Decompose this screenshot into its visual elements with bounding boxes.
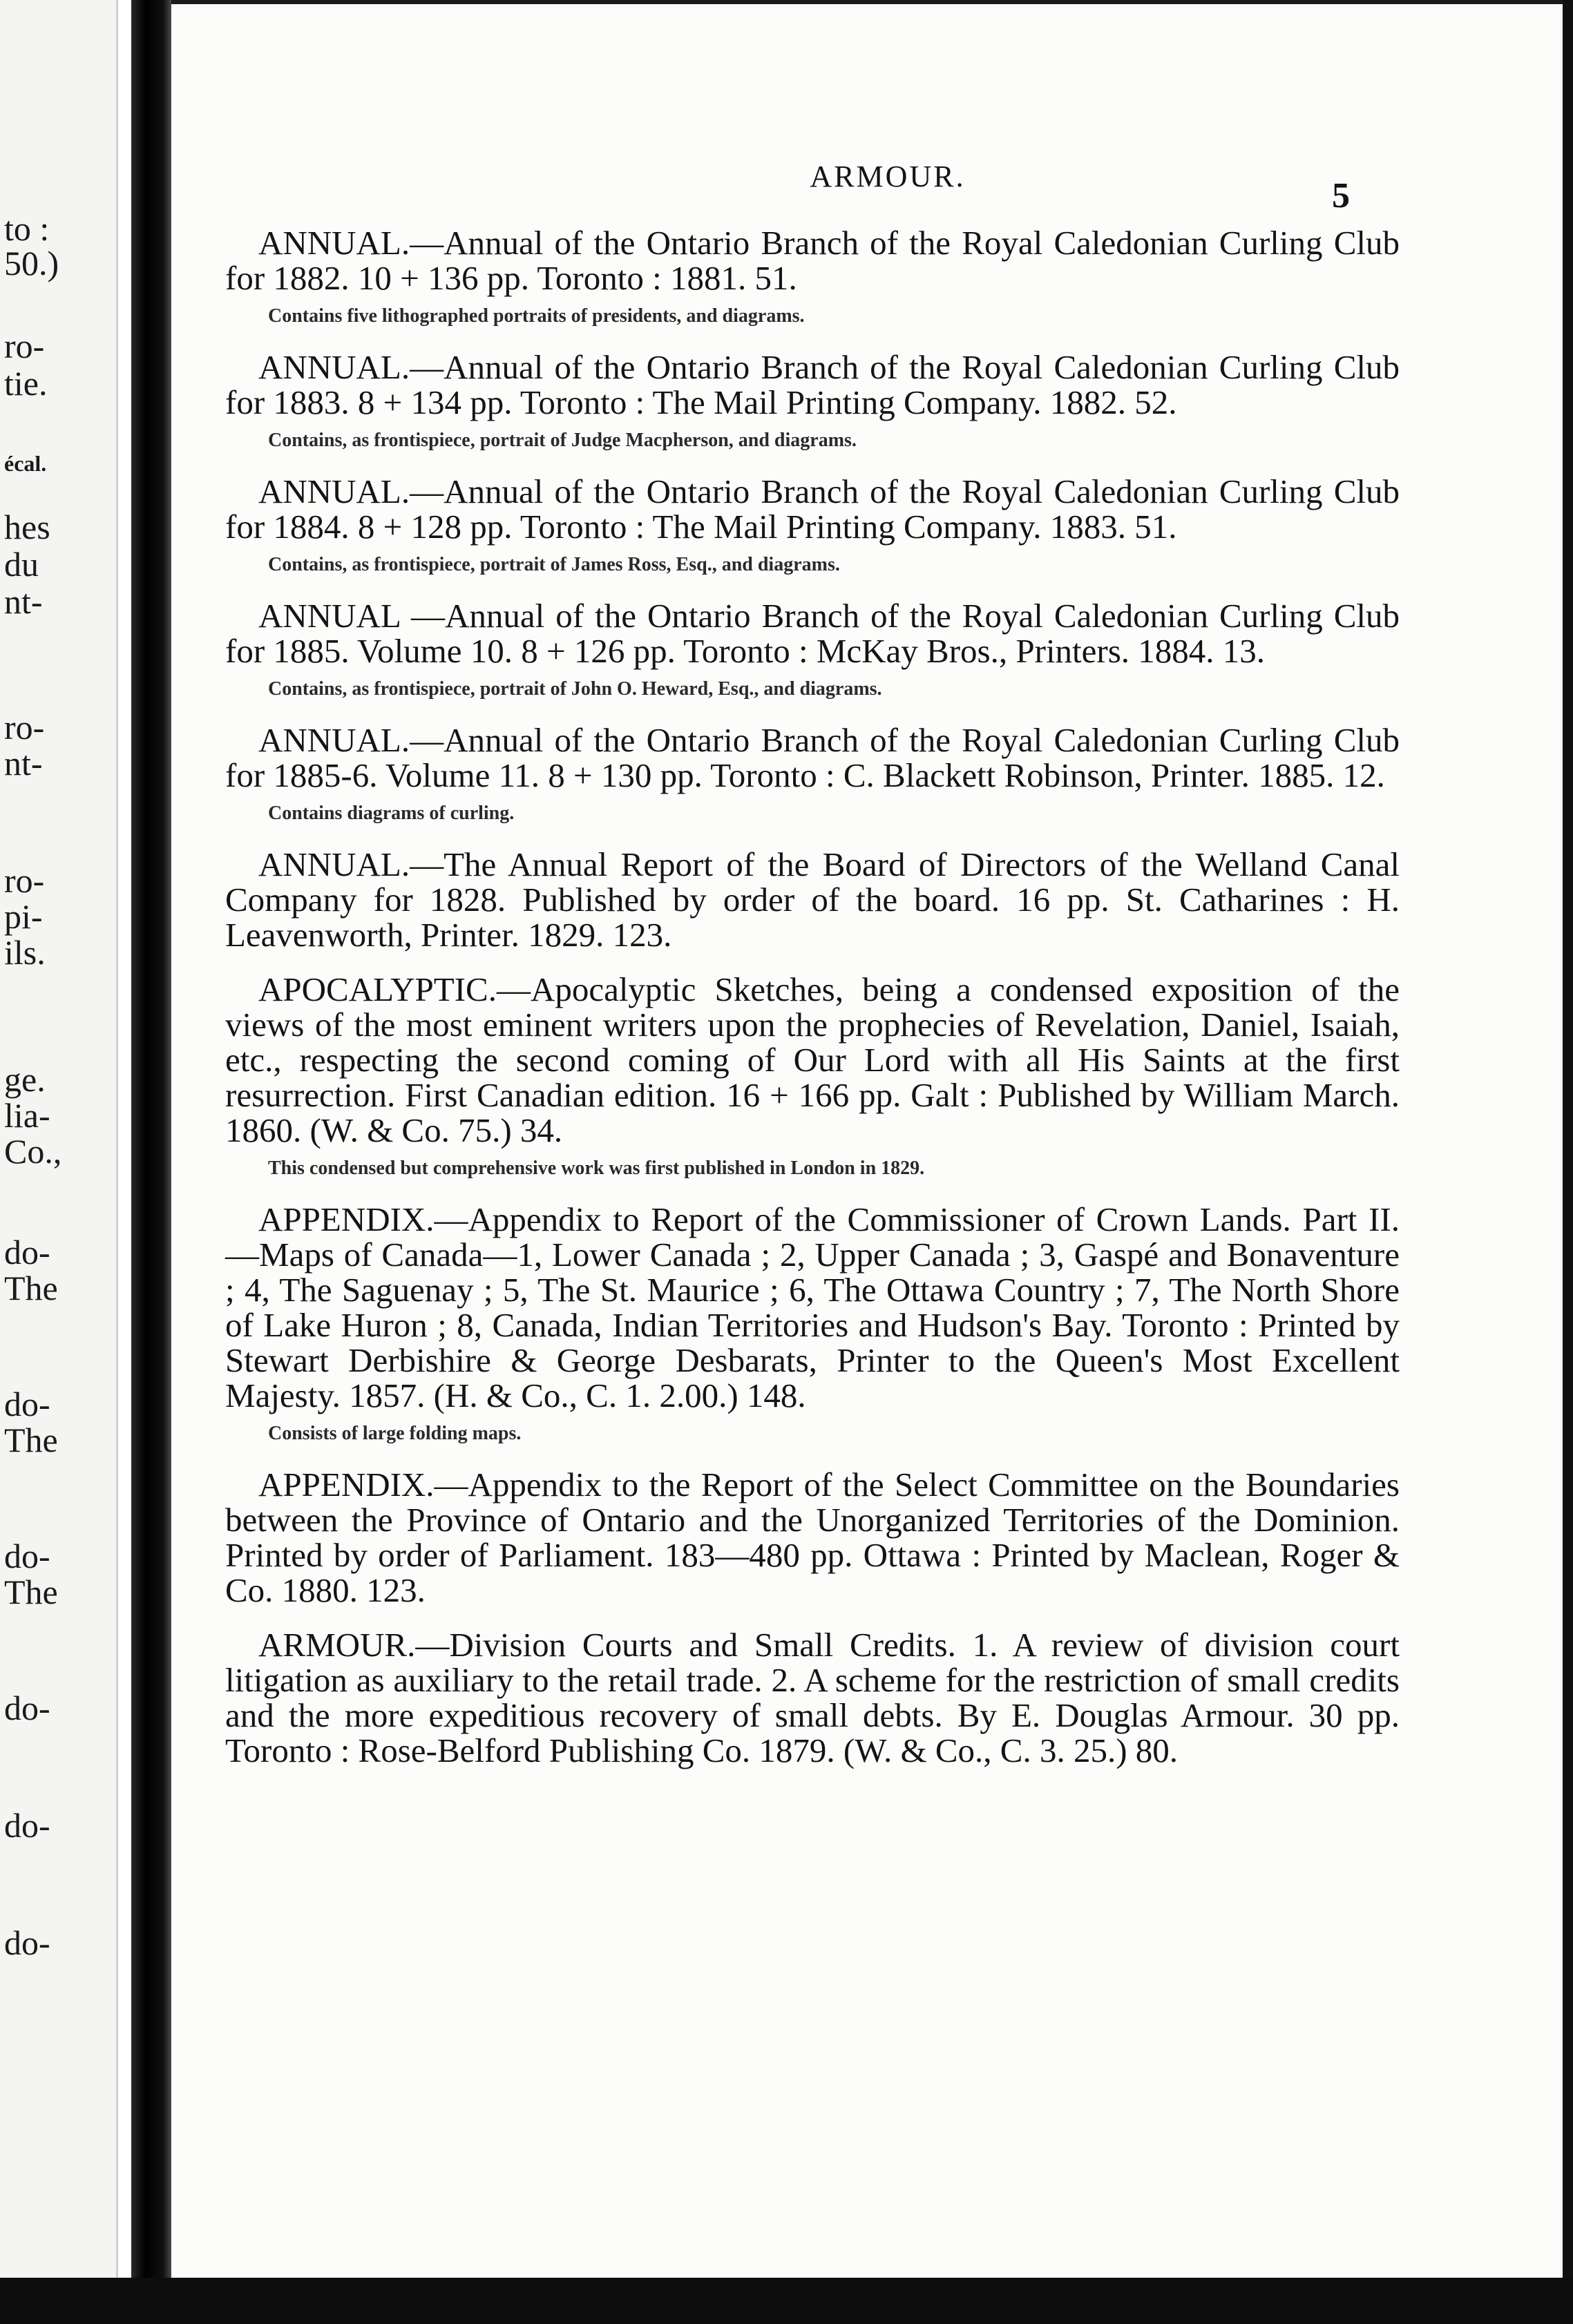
bibliography-entry	[225, 598, 1400, 703]
previous-page-edge	[0, 0, 118, 2324]
bibliography-entry	[225, 349, 1400, 454]
bibliography-entry	[225, 972, 1400, 1182]
previous-page-fragment: du	[4, 545, 39, 584]
bibliography-entry	[225, 474, 1400, 579]
bibliography-entry	[225, 225, 1400, 330]
entry-text: ANNUAL.—Annual of the Ontario Branch of the Royal Caledonian Curling Club for 1882. 10 + 136 pp. Toronto : 1881. 51.	[225, 224, 1400, 297]
previous-page-fragment: pi-	[4, 897, 43, 936]
scan-border-right	[1563, 0, 1573, 2324]
page-number: 5	[1332, 176, 1350, 215]
entry-note: Contains, as frontispiece, portrait of James Ross, Esq., and diagrams.	[268, 554, 840, 575]
previous-page-fragment: do-	[4, 1537, 50, 1575]
bibliography-entry	[225, 847, 1400, 952]
previous-page-fragment: 50.)	[4, 244, 59, 282]
previous-page-fragment: nt-	[4, 744, 43, 782]
entry-text: ANNUAL —Annual of the Ontario Branch of the Royal Caledonian Curling Club for 1885. Volume 10. 8 + 126 pp. Toronto : McKay Bros., Printers. 1884. 13.	[225, 597, 1400, 670]
previous-page-fragment: écal.	[4, 451, 47, 476]
entry-note: Contains diagrams of curling.	[268, 803, 515, 824]
bibliography-entry	[225, 1627, 1400, 1768]
entry-text: ANNUAL.—The Annual Report of the Board of Directors of the Welland Canal Company for 1828. Published by order of the board. 16 pp. St. Catharines : H. Leavenworth, Printer. 1829. 123.	[225, 845, 1400, 954]
previous-page-fragment: ro-	[4, 327, 45, 365]
previous-page-fragment: do-	[4, 1233, 50, 1271]
previous-page-fragment: do-	[4, 1806, 50, 1845]
previous-page-fragment: The	[4, 1421, 58, 1459]
previous-page-fragment: ge.	[4, 1060, 46, 1099]
entry-note: Consists of large folding maps.	[268, 1423, 522, 1444]
entry-note: This condensed but comprehensive work was first published in London in 1829.	[268, 1158, 925, 1179]
bibliography-entry	[225, 1202, 1400, 1448]
previous-page-fragment: ro-	[4, 861, 45, 900]
entry-text: ARMOUR.—Division Courts and Small Credits. 1. A review of division court litigation as auxiliary to the retail trade. 2. A scheme for the restriction of small credits and the more expeditious recovery of small debts. By E. Douglas Armour. 30 pp. Toronto : Rose-Belford Publishing Co. 1879. (W. & Co., C. 3. 25.) 80.	[225, 1626, 1400, 1769]
previous-page-fragment: do-	[4, 1689, 50, 1727]
running-head: ARMOUR.	[810, 160, 966, 193]
book-gutter	[131, 0, 171, 2324]
previous-page-fragment: to :	[4, 209, 50, 248]
entry-text: APPENDIX.—Appendix to Report of the Commissioner of Crown Lands. Part II.—Maps of Canada—1, Lower Canada ; 2, Upper Canada ; 3, Gaspé and Bonaventure ; 4, The Saguenay ; 5, The St. Maurice ; 6, The Ottawa Country ; 7, The North Shore of Lake Huron ; 8, Canada, Indian Territories and Hudson's Bay. Toronto : Printed by Stewart Derbishire & George Desbarats, Printer to the Queen's Most Excellent Majesty. 1857. (H. & Co., C. 1. 2.00.) 148.	[225, 1200, 1400, 1414]
entry-text: APOCALYPTIC.—Apocalyptic Sketches, being a condensed exposition of the views of the most eminent writers upon the prophecies of Revelation, Daniel, Isaiah, etc., respecting the second coming of Our Lord with all His Saints at the first resurrection. First Canadian edition. 16 + 166 pp. Galt : Published by William March. 1860. (W. & Co. 75.) 34.	[225, 970, 1400, 1149]
previous-page-fragment: Co.,	[4, 1132, 62, 1171]
entry-note: Contains five lithographed portraits of presidents, and diagrams.	[268, 305, 805, 327]
previous-page-fragment: tie.	[4, 364, 48, 403]
page	[171, 4, 1563, 2278]
entry-note: Contains, as frontispiece, portrait of Judge Macpherson, and diagrams.	[268, 430, 857, 451]
entry-note: Contains, as frontispiece, portrait of John O. Heward, Esq., and diagrams.	[268, 678, 882, 700]
bibliography-entry	[225, 1467, 1400, 1608]
previous-page-fragment: ro-	[4, 708, 45, 747]
scan-border-bottom	[0, 2278, 1573, 2324]
previous-page-fragment: lia-	[4, 1096, 50, 1135]
previous-page-fragment: hes	[4, 508, 50, 546]
previous-page-fragment: do-	[4, 1923, 50, 1962]
previous-page-fragment: nt-	[4, 582, 43, 621]
bibliography-entries	[225, 225, 1400, 1787]
entry-text: ANNUAL.—Annual of the Ontario Branch of the Royal Caledonian Curling Club for 1885-6. Volume 11. 8 + 130 pp. Toronto : C. Blackett Robinson, Printer. 1885. 12.	[225, 721, 1400, 794]
previous-page-fragment: do-	[4, 1385, 50, 1423]
previous-page-fragment: The	[4, 1269, 58, 1307]
entry-text: ANNUAL.—Annual of the Ontario Branch of the Royal Caledonian Curling Club for 1883. 8 + 134 pp. Toronto : The Mail Printing Company. 1882. 52.	[225, 348, 1400, 421]
previous-page-fragment: ils.	[4, 933, 46, 972]
previous-page-fragment: The	[4, 1573, 58, 1611]
bibliography-entry	[225, 722, 1400, 827]
entry-text: ANNUAL.—Annual of the Ontario Branch of the Royal Caledonian Curling Club for 1884. 8 + 128 pp. Toronto : The Mail Printing Company. 1883. 51.	[225, 472, 1400, 546]
entry-text: APPENDIX.—Appendix to the Report of the Select Committee on the Boundaries between the Province of Ontario and the Unorganized Territories of the Dominion. Printed by order of Parliament. 183—480 pp. Ottawa : Printed by Maclean, Roger & Co. 1880. 123.	[225, 1466, 1400, 1609]
